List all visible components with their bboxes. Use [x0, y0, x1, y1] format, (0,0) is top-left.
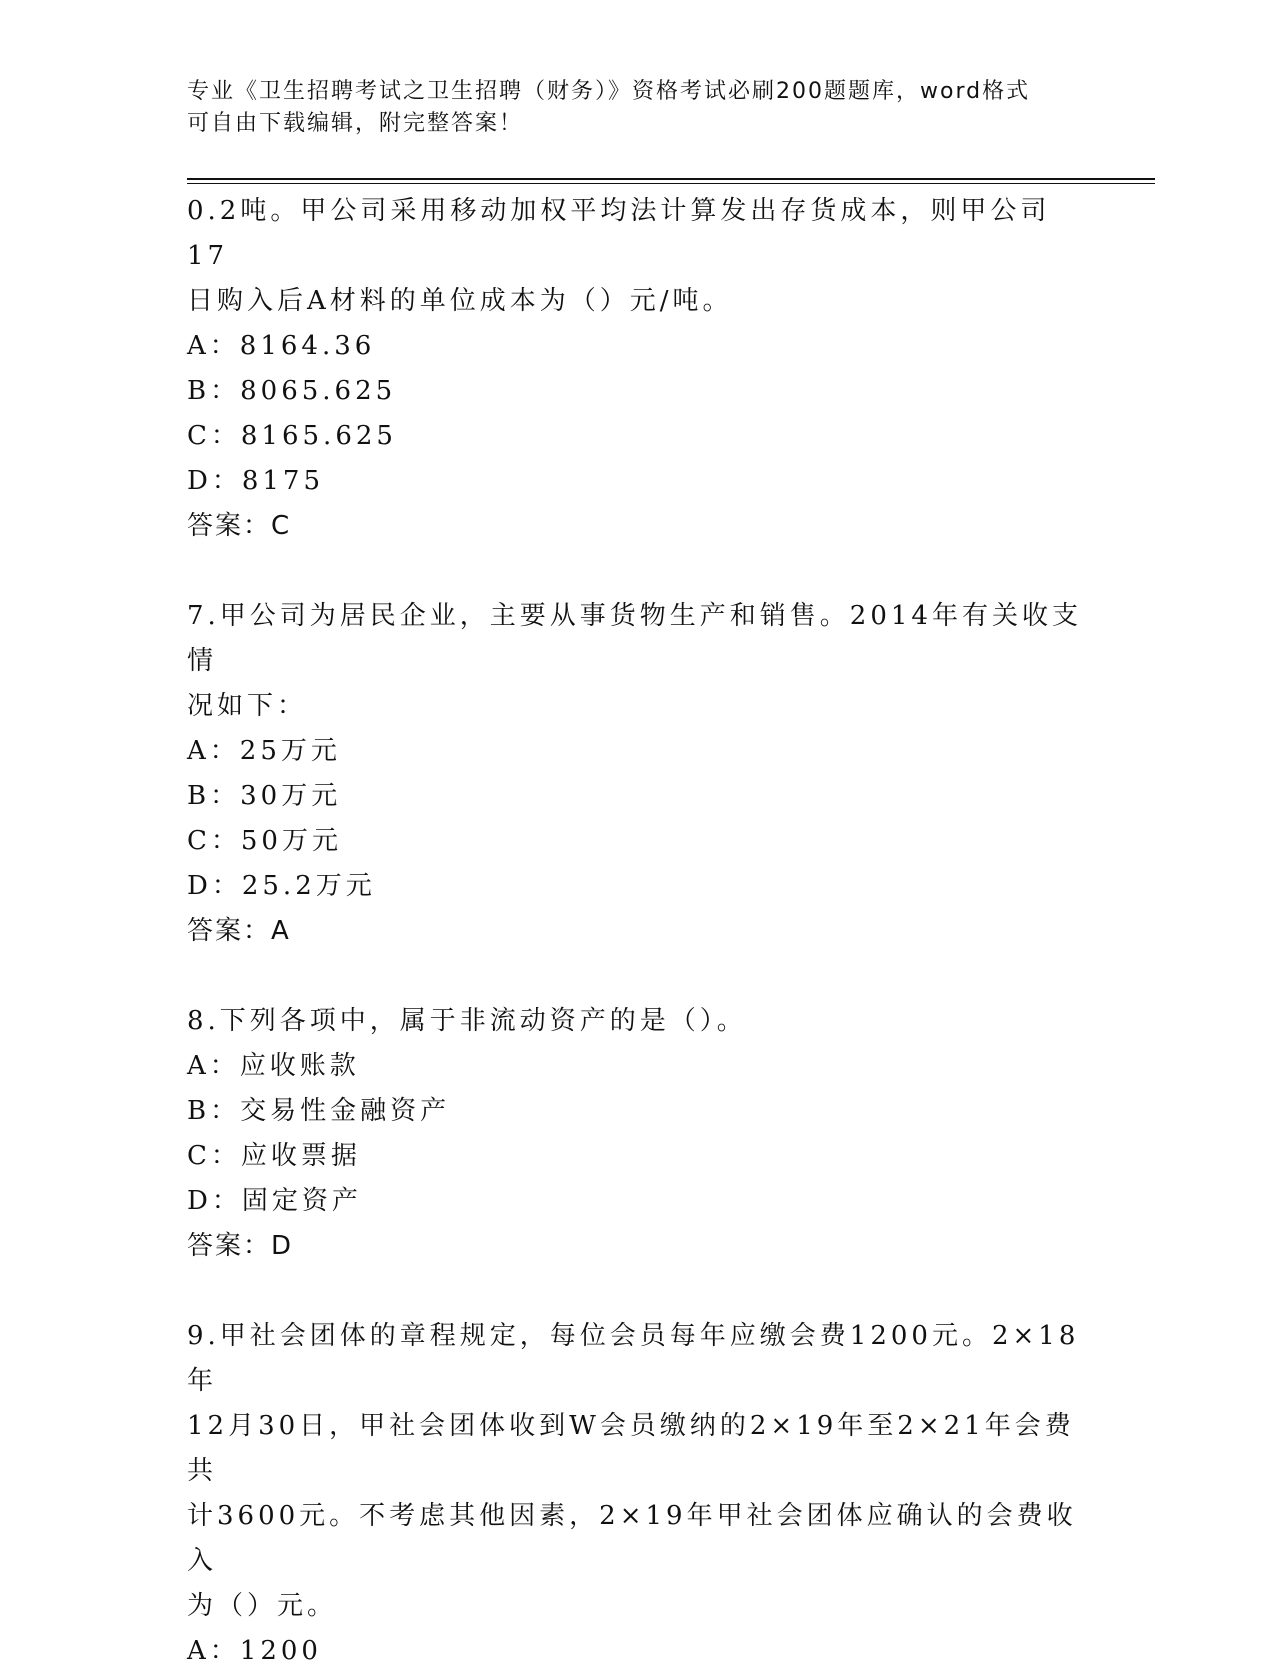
question-block — [187, 594, 1087, 954]
option-a: A：25万元 — [187, 736, 341, 766]
option-d: D：8175 — [187, 466, 325, 496]
question-text-line: 日购入后A材料的单位成本为（）元/吨。 — [187, 286, 733, 316]
question-text-line: 计3600元。不考虑其他因素，2×19年甲社会团体应确认的会费收入 — [187, 1501, 1077, 1576]
question-text-line: 况如下： — [187, 691, 308, 721]
question-list — [187, 189, 1087, 1674]
header-line-2: 可自由下载编辑，附完整答案！ — [187, 111, 524, 136]
header-divider-thick — [187, 178, 1155, 180]
answer-line: 答案：A — [187, 916, 291, 946]
option-a: A：应收账款 — [187, 1051, 360, 1081]
question-text-line: 0.2吨。甲公司采用移动加权平均法计算发出存货成本，则甲公司17 — [187, 196, 1051, 271]
question-block — [187, 189, 1087, 549]
question-text-line: 9.甲社会团体的章程规定，每位会员每年应缴会费1200元。2×18年 — [187, 1321, 1080, 1396]
question-text-line: 7.甲公司为居民企业，主要从事货物生产和销售。2014年有关收支情 — [187, 601, 1082, 676]
question-block — [187, 1314, 1087, 1674]
option-a: A：1200 — [187, 1636, 322, 1666]
question-text-line: 12月30日，甲社会团体收到W会员缴纳的2×19年至2×21年会费共 — [187, 1411, 1075, 1486]
question-text-line: 为（）元。 — [187, 1591, 338, 1621]
option-b: B：交易性金融资产 — [187, 1096, 451, 1126]
header-line-1: 专业《卫生招聘考试之卫生招聘（财务）》资格考试必刷200题题库，word格式 — [187, 79, 1031, 104]
option-d: D：25.2万元 — [187, 871, 376, 901]
option-b: B：8065.625 — [187, 376, 397, 406]
question-block — [187, 999, 1087, 1269]
option-a: A：8164.36 — [187, 331, 376, 361]
header-divider-thin — [187, 183, 1155, 184]
option-c: C：50万元 — [187, 826, 342, 856]
option-d: D：固定资产 — [187, 1186, 362, 1216]
option-c: C：8165.625 — [187, 421, 397, 451]
question-text-line: 8.下列各项中，属于非流动资产的是（）。 — [187, 1006, 747, 1036]
document-header — [187, 76, 1087, 140]
option-c: C：应收票据 — [187, 1141, 361, 1171]
answer-line: 答案：C — [187, 511, 292, 541]
answer-line: 答案：D — [187, 1231, 294, 1261]
option-b: B：30万元 — [187, 781, 342, 811]
